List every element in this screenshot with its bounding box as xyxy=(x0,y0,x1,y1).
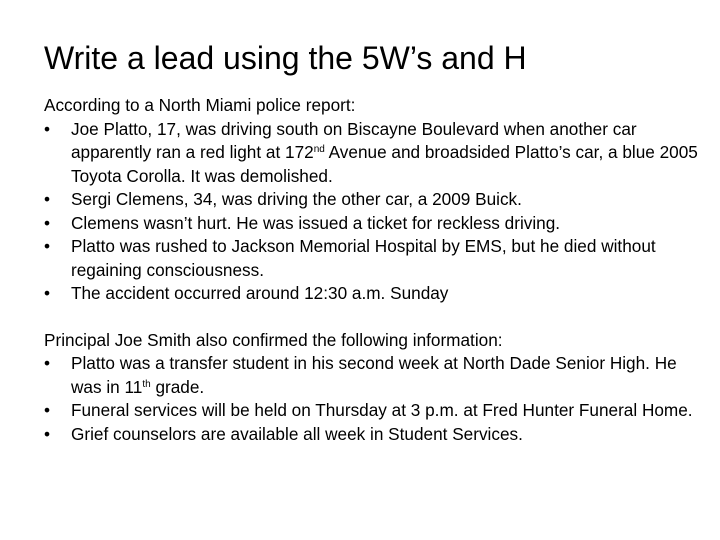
list-item xyxy=(44,118,708,189)
bullet-icon: • xyxy=(44,423,51,444)
list-item xyxy=(44,352,708,399)
section-spacer xyxy=(44,306,708,329)
list-item-text: The accident occurred around 12:30 a.m. Sunday xyxy=(71,283,449,303)
bullet-icon: • xyxy=(44,400,51,420)
list-item-text: Platto was a transfer student in his second week at North Dade Senior High. He was in 11th grade. xyxy=(71,353,677,397)
bullet-icon: • xyxy=(44,283,51,303)
list-item-text: Grief counselors are available all week in Student Services. xyxy=(71,423,523,444)
police-report-list xyxy=(44,118,708,306)
bullet-icon: • xyxy=(44,118,51,139)
list-item-text: Funeral services will be held on Thursday at 3 p.m. at Fred Hunter Funeral Home. xyxy=(71,400,693,420)
slide-title: Write a lead using the 5W’s and H xyxy=(44,40,527,76)
bullet-icon: • xyxy=(44,353,51,373)
list-item xyxy=(44,188,708,212)
list-item xyxy=(44,399,708,423)
list-item xyxy=(44,423,708,447)
principal-list xyxy=(44,352,708,446)
principal-intro: Principal Joe Smith also confirmed the following information: xyxy=(44,329,503,350)
list-item-text: Sergi Clemens, 34, was driving the other car, a 2009 Buick. xyxy=(71,189,522,209)
list-item-text: Joe Platto, 17, was driving south on Biscayne Boulevard when another car apparently ran a red light at 172nd Avenue and broadsided Platto’s car, a blue 2005 Toyota Corolla. It was demolished. xyxy=(71,118,698,186)
slide-body xyxy=(44,94,708,446)
list-item xyxy=(44,282,708,306)
bullet-icon: • xyxy=(44,189,51,209)
police-report-intro: According to a North Miami police report: xyxy=(44,95,356,115)
list-item-text: Platto was rushed to Jackson Memorial Hospital by EMS, but he died without regaining consciousness. xyxy=(71,236,656,280)
list-item xyxy=(44,212,708,236)
bullet-icon: • xyxy=(44,212,51,233)
list-item-text: Clemens wasn’t hurt. He was issued a ticket for reckless driving. xyxy=(71,212,561,233)
list-item xyxy=(44,235,708,282)
bullet-icon: • xyxy=(44,236,51,256)
